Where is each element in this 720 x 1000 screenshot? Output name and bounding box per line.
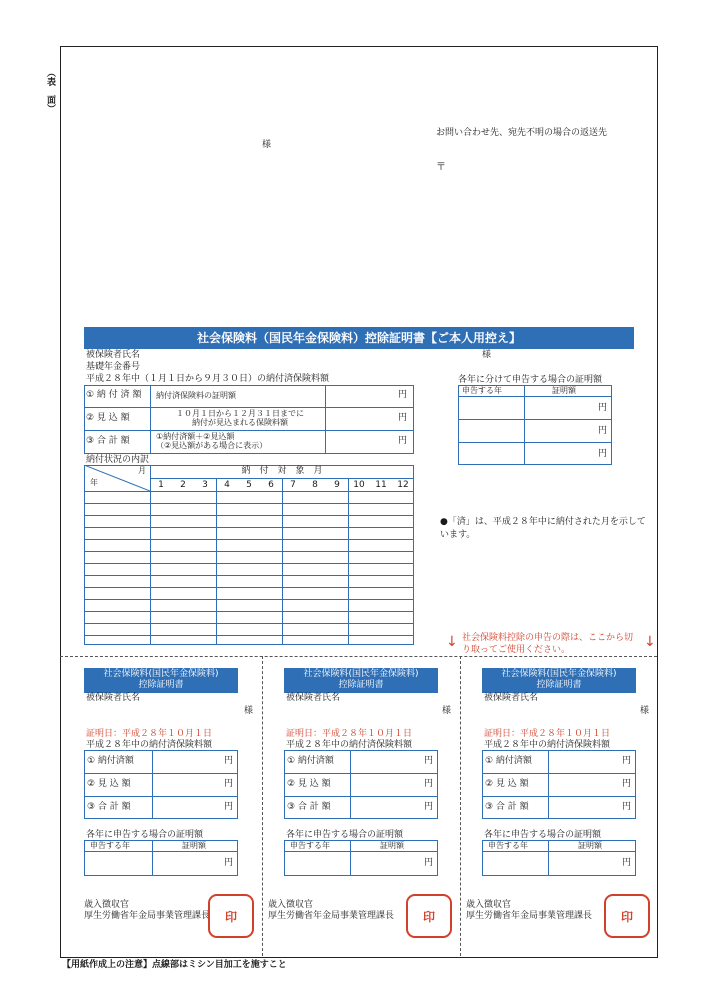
stub2-annual-unit: 円	[424, 858, 434, 868]
pension-number-label: 基礎年金番号	[86, 362, 141, 372]
main-row-paid-label: ① 納 付 済 額	[86, 390, 142, 400]
main-row-total-desc: ①納付済額＋②見込額 （②見込額がある場合に表示）	[156, 432, 268, 450]
main-annual-col-year: 申告する年	[462, 386, 502, 395]
stub3-paid-label: 平成２８年中の納付済保険料額	[484, 740, 611, 750]
period-label: 平成２８年中（１月１日から９月３０日）の納付済保険料額	[86, 374, 330, 384]
month-7: 7	[290, 480, 296, 490]
stub1-row-expected-unit: 円	[224, 779, 234, 789]
stub1-row-expected: ② 見 込 額	[87, 779, 131, 789]
main-row-total-unit: 円	[398, 436, 408, 446]
month-4: 4	[224, 480, 230, 490]
main-annual-unit-1: 円	[598, 403, 608, 413]
month-2: 2	[180, 480, 186, 490]
grid-header: 納 付 対 象 月	[241, 466, 323, 476]
main-row-expected-label: ② 見 込 額	[86, 413, 130, 423]
stub2-annual-title: 各年に申告する場合の証明額	[286, 830, 404, 840]
stub1-cert-date: 証明日：平成２８年１０月１日	[86, 729, 213, 739]
stub1-issuer1: 歳入徴収官	[84, 900, 130, 910]
stub1-seal: 印	[208, 894, 254, 938]
stub2-row-expected: ② 見 込 額	[287, 779, 331, 789]
stub2-row-paid: ① 納付済額	[287, 756, 334, 766]
month-8: 8	[312, 480, 318, 490]
stub3-name-label: 被保険者氏名	[484, 693, 539, 703]
stub3-suffix: 様	[640, 706, 650, 716]
stub2-annual-col-amount: 証明額	[380, 841, 404, 850]
stub3-annual-col-year: 申告する年	[488, 841, 528, 850]
stub2-annual-col-year: 申告する年	[290, 841, 330, 850]
stub2-row-expected-unit: 円	[424, 779, 434, 789]
stub3-issuer1: 歳入徴収官	[466, 900, 512, 910]
footer-note: 【用紙作成上の注意】点線部はミシン目加工を施すこと	[62, 960, 287, 970]
payment-status-label: 納付状況の内訳	[86, 455, 150, 465]
main-row-expected-unit: 円	[398, 413, 408, 423]
stub1-row-paid: ① 納付済額	[87, 756, 134, 766]
postal-mark: 〒	[436, 162, 446, 173]
month-5: 5	[246, 480, 252, 490]
perforation-vertical-1	[262, 656, 263, 956]
stub3-row-expected: ② 見 込 額	[485, 779, 529, 789]
side-label: （表 面）	[45, 68, 55, 113]
stub2-suffix: 様	[442, 706, 452, 716]
stub3-annual-unit: 円	[622, 858, 632, 868]
main-title-bar: 社会保険料（国民年金保険料）控除証明書【ご本人用控え】	[84, 327, 634, 349]
stub3-cert-date: 証明日：平成２８年１０月１日	[484, 729, 611, 739]
perforation-vertical-2	[460, 656, 461, 956]
stub2-name-label: 被保険者氏名	[286, 693, 341, 703]
cut-arrow-right: ↓	[644, 634, 656, 650]
month-11: 11	[375, 480, 387, 490]
main-annual-unit-3: 円	[598, 449, 608, 459]
main-row-paid-desc: 納付済保険料の証明額	[156, 391, 236, 400]
month-9: 9	[334, 480, 340, 490]
stub1-issuer2: 厚生労働省年金局事業管理課長	[84, 911, 211, 921]
cut-arrow-left: ↓	[446, 634, 458, 650]
stub3-title-bar: 社会保険料(国民年金保険料) 控除証明書	[482, 668, 636, 693]
stub1-annual-unit: 円	[224, 858, 234, 868]
month-6: 6	[268, 480, 274, 490]
stub3-seal: 印	[604, 894, 650, 938]
stub1-paid-label: 平成２８年中の納付済保険料額	[86, 740, 213, 750]
month-12: 12	[397, 480, 409, 490]
grid-year-label: 年	[90, 478, 98, 487]
stub3-annual-title: 各年に申告する場合の証明額	[484, 830, 602, 840]
main-annual-col-amount: 証明額	[552, 386, 576, 395]
payment-status-grid	[84, 465, 414, 645]
main-annual-table	[458, 385, 612, 465]
stub2-cert-date: 証明日：平成２８年１０月１日	[286, 729, 413, 739]
month-3: 3	[202, 480, 208, 490]
main-row-expected-desc: １０月１日から１２月３１日までに 納付が見込まれる保険料額	[176, 409, 304, 427]
stub1-annual-title: 各年に申告する場合の証明額	[86, 830, 204, 840]
stub3-row-total-unit: 円	[622, 802, 632, 812]
stub1-annual-col-amount: 証明額	[182, 841, 206, 850]
stub3-row-paid-unit: 円	[622, 756, 632, 766]
stub2-issuer2: 厚生労働省年金局事業管理課長	[268, 911, 395, 921]
stub1-row-total-unit: 円	[224, 802, 234, 812]
stub1-row-paid-unit: 円	[224, 756, 234, 766]
stub2-paid-label: 平成２８年中の納付済保険料額	[286, 740, 413, 750]
stub3-row-total: ③ 合 計 額	[485, 802, 529, 812]
main-row-total-label: ③ 合 計 額	[86, 436, 130, 446]
stub2-seal: 印	[406, 894, 452, 938]
stub3-row-paid: ① 納付済額	[485, 756, 532, 766]
return-address-label: お問い合わせ先、宛先不明の場合の返送先	[436, 128, 608, 138]
stub1-row-total: ③ 合 計 額	[87, 802, 131, 812]
grid-month-label: 月	[138, 466, 146, 475]
stub1-suffix: 様	[244, 706, 254, 716]
stub2-title-bar: 社会保険料(国民年金保険料) 控除証明書	[284, 668, 438, 693]
insured-suffix: 様	[482, 350, 492, 360]
month-10: 10	[353, 480, 365, 490]
stub1-name-label: 被保険者氏名	[86, 693, 141, 703]
paid-mark-note: ●「済」は、平成２８年中に納付された月を示しています。	[440, 517, 646, 540]
stub3-row-expected-unit: 円	[622, 779, 632, 789]
main-annual-unit-2: 円	[598, 426, 608, 436]
cut-notice: 社会保険料控除の申告の際は、ここから切り取ってご使用ください。	[462, 633, 634, 655]
stub1-annual-col-year: 申告する年	[90, 841, 130, 850]
insured-name-label: 被保険者氏名	[86, 350, 141, 360]
addressee-suffix: 様	[262, 140, 272, 150]
perforation-horizontal	[60, 656, 657, 657]
stub2-row-paid-unit: 円	[424, 756, 434, 766]
stub3-annual-col-amount: 証明額	[578, 841, 602, 850]
stub2-issuer1: 歳入徴収官	[268, 900, 314, 910]
main-row-paid-unit: 円	[398, 390, 408, 400]
stub2-row-total-unit: 円	[424, 802, 434, 812]
main-annual-title: 各年に分けて申告する場合の証明額	[458, 375, 603, 385]
stub2-row-total: ③ 合 計 額	[287, 802, 331, 812]
stub3-issuer2: 厚生労働省年金局事業管理課長	[466, 911, 593, 921]
stub1-title-bar: 社会保険料(国民年金保険料) 控除証明書	[84, 668, 238, 693]
month-1: 1	[158, 480, 164, 490]
